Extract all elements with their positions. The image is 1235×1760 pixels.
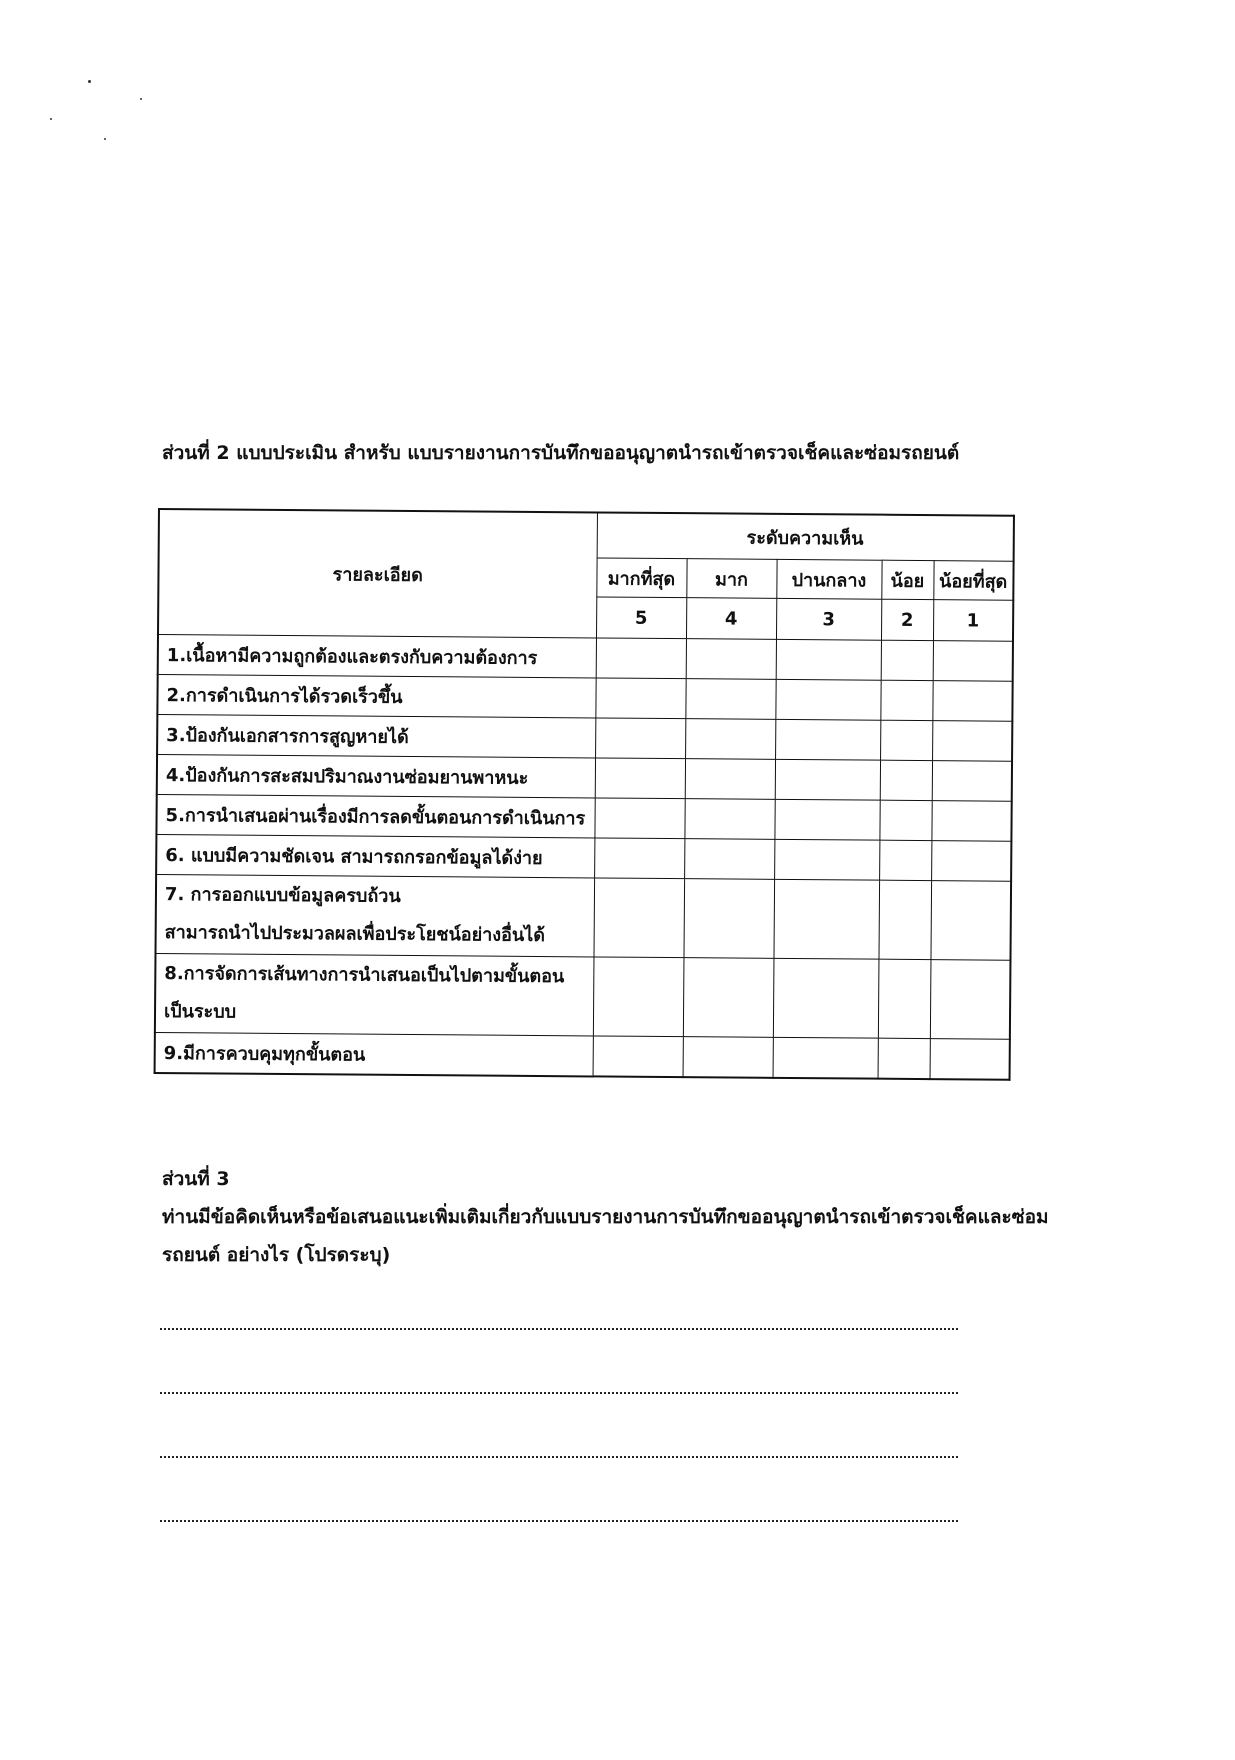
section3-title: ส่วนที่ 3	[162, 1168, 230, 1190]
item-text-line: เป็นระบบ	[163, 1001, 237, 1023]
table-row	[156, 794, 1011, 841]
rating-cell[interactable]	[593, 1036, 683, 1077]
rating-cell[interactable]	[930, 960, 1011, 1040]
rating-cell[interactable]	[879, 840, 931, 880]
level-score: 4	[686, 598, 776, 640]
rating-cell[interactable]	[879, 800, 931, 840]
item-description	[156, 834, 594, 877]
table-row	[155, 953, 1011, 1039]
item-description	[156, 874, 595, 956]
evaluation-table	[154, 508, 1015, 1081]
rating-cell[interactable]	[773, 1037, 878, 1078]
item-text-line: 2.การดำเนินการได้รวดเร็วขึ้น	[166, 685, 403, 708]
item-text-line: 1.เนื้อหามีความถูกต้องและตรงกับความต้องการ	[166, 645, 538, 669]
rating-cell[interactable]	[773, 879, 879, 959]
answer-line[interactable]	[160, 1328, 958, 1330]
rating-cell[interactable]	[686, 639, 776, 680]
scan-speck	[104, 138, 106, 140]
item-text-line: 3.ป้องกันเอกสารการสูญหายได้	[166, 725, 409, 748]
answer-line[interactable]	[160, 1520, 958, 1522]
rating-cell[interactable]	[774, 839, 879, 880]
rating-cell[interactable]	[775, 759, 880, 800]
rating-cell[interactable]	[683, 879, 774, 959]
rating-cell[interactable]	[931, 801, 1011, 842]
table-row	[157, 755, 1012, 802]
rating-cell[interactable]	[594, 838, 684, 879]
rating-cell[interactable]	[685, 719, 775, 760]
item-description	[157, 755, 595, 798]
rating-cell[interactable]	[593, 878, 684, 958]
item-description	[155, 1032, 593, 1076]
table-row	[155, 1032, 1010, 1079]
item-description	[157, 675, 595, 718]
answer-line[interactable]	[160, 1456, 958, 1458]
rating-cell[interactable]	[880, 760, 932, 800]
rating-cell[interactable]	[880, 720, 932, 760]
table-row	[158, 635, 1013, 682]
table-row	[157, 715, 1012, 762]
item-text-line: 4.ป้องกันการสะสมปริมาณงานซ่อมยานพาหนะ	[165, 765, 529, 789]
rating-cell[interactable]	[594, 798, 684, 839]
rating-cell[interactable]	[595, 678, 685, 719]
level-score: 3	[776, 598, 881, 640]
rating-cell[interactable]	[931, 841, 1011, 882]
rating-cell[interactable]	[684, 799, 774, 840]
level-label: น้อย	[881, 560, 933, 599]
rating-cell[interactable]	[595, 758, 685, 799]
opinion-level-header: ระดับความเห็น	[597, 512, 1014, 561]
item-text-line: 6. แบบมีความชัดเจน สามารถกรอกข้อมูลได้ง่าย	[165, 845, 543, 870]
table-row	[156, 874, 1012, 960]
rating-cell[interactable]	[880, 680, 932, 720]
rating-cell[interactable]	[685, 679, 775, 720]
level-label: น้อยที่สุด	[933, 561, 1013, 601]
table-row	[156, 834, 1011, 881]
rating-cell[interactable]	[933, 641, 1013, 682]
section3	[162, 1160, 1062, 1274]
rating-cell[interactable]	[881, 640, 933, 680]
scan-speck	[88, 80, 91, 83]
level-label: มากที่สุด	[596, 558, 686, 598]
rating-cell[interactable]	[683, 1037, 773, 1078]
scan-speck	[50, 118, 52, 120]
rating-cell[interactable]	[685, 759, 775, 800]
item-text-line: 8.การจัดการเส้นทางการนำเสนอเป็นไปตามขั้นตอน	[164, 963, 565, 988]
detail-header: รายละเอียด	[158, 509, 597, 638]
rating-cell[interactable]	[775, 719, 880, 760]
item-description	[158, 635, 596, 678]
level-label: มาก	[686, 559, 776, 599]
item-description	[157, 715, 595, 758]
answer-line[interactable]	[160, 1392, 958, 1394]
level-label: ปานกลาง	[776, 559, 881, 599]
rating-cell[interactable]	[776, 639, 881, 680]
rating-cell[interactable]	[593, 957, 684, 1037]
rating-cell[interactable]	[773, 958, 879, 1038]
section2-heading: ส่วนที่ 2 แบบประเมิน สำหรับ แบบรายงานการบันทึกขออนุญาตนำรถเข้าตรวจเช็คและซ่อมรถยนต์	[162, 442, 960, 464]
answer-lines	[160, 1328, 958, 1584]
rating-cell[interactable]	[878, 1038, 930, 1079]
rating-cell[interactable]	[932, 721, 1012, 762]
level-score: 5	[596, 597, 686, 639]
section3-question: ท่านมีข้อคิดเห็นหรือข้อเสนอแนะเพิ่มเติมเกี่ยวกับแบบรายงานการบันทึกขออนุญาตนำรถเข้าตรวจเช็คและซ่อมรถยนต์ อย่างไร (โปรดระบุ)	[162, 1206, 1049, 1266]
rating-cell[interactable]	[878, 880, 931, 959]
rating-cell[interactable]	[878, 959, 931, 1038]
rating-cell[interactable]	[930, 1039, 1010, 1080]
item-text-line: 5.การนำเสนอผ่านเรื่องมีการลดขั้นตอนการดำเนินการ	[165, 805, 586, 830]
scan-speck	[140, 98, 142, 100]
item-text-line: 9.มีการควบคุมทุกขั้นตอน	[163, 1043, 366, 1066]
rating-cell[interactable]	[775, 679, 880, 720]
rating-cell[interactable]	[595, 718, 685, 759]
rating-cell[interactable]	[596, 638, 686, 679]
item-text-line: 7. การออกแบบข้อมูลครบถ้วน	[164, 884, 401, 907]
level-score: 2	[881, 599, 933, 640]
table-row	[157, 675, 1012, 722]
evaluation-table-wrapper	[154, 508, 1015, 1081]
rating-cell[interactable]	[932, 761, 1012, 802]
rating-cell[interactable]	[683, 958, 774, 1038]
rating-cell[interactable]	[684, 839, 774, 880]
rating-cell[interactable]	[774, 799, 879, 840]
item-description	[156, 794, 594, 837]
rating-cell[interactable]	[932, 681, 1012, 722]
item-text-line: สามารถนำไปประมวลผลเพื่อประโยชน์อย่างอื่นได้	[164, 922, 546, 947]
rating-cell[interactable]	[930, 881, 1011, 961]
level-score: 1	[933, 600, 1013, 642]
item-description	[155, 953, 594, 1035]
